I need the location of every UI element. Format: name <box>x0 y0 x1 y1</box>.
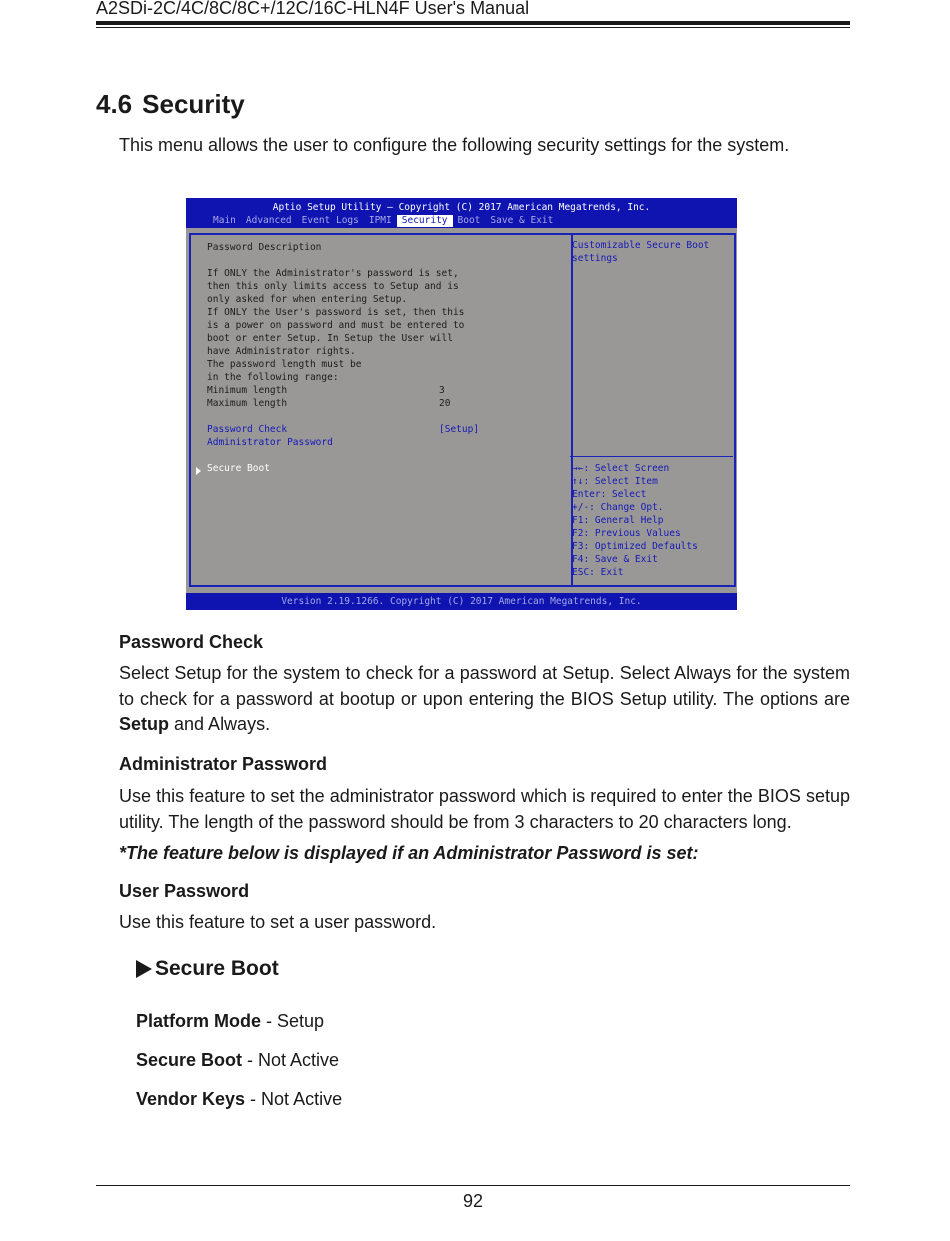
bios-line: in the following range: <box>207 372 339 383</box>
section-number: 4.6 <box>96 89 133 119</box>
manual-title: A2SDi-2C/4C/8C/8C+/12C/16C-HLN4F User's Manual <box>96 0 530 18</box>
bios-tab-boot[interactable]: Boot <box>457 215 481 226</box>
bios-key-hint: →←: Select Screen <box>572 463 670 474</box>
secure-boot-heading-text: Secure Boot <box>155 957 279 980</box>
bios-min-length-label: Minimum length <box>207 385 288 396</box>
bios-main-panel <box>189 233 573 587</box>
footer-rule <box>96 1185 850 1186</box>
bios-key-hint: ESC: Exit <box>572 567 624 578</box>
bios-title-bar <box>186 198 737 228</box>
bios-help-divider <box>570 456 733 457</box>
bios-title: Aptio Setup Utility – Copyright (C) 2017 American Megatrends, Inc. <box>272 202 651 213</box>
bios-screenshot <box>186 198 737 610</box>
item-value: Not Active <box>261 1089 343 1109</box>
bios-tab-ipmi[interactable]: IPMI <box>368 215 392 226</box>
bios-line: Password Description <box>207 242 322 253</box>
password-check-text-end: and Always. <box>169 714 271 734</box>
admin-password-heading: Administrator Password <box>119 754 328 774</box>
bios-help-text: settings <box>572 253 618 264</box>
bios-line: only asked for when entering Setup. <box>207 294 408 305</box>
password-check-default: Setup <box>119 714 170 734</box>
page-number: 92 <box>462 1191 484 1211</box>
bios-help-panel <box>570 233 736 587</box>
platform-mode-item <box>136 1011 324 1032</box>
bios-tab-security[interactable]: Security <box>397 215 453 227</box>
bios-line: If ONLY the Administrator's password is set, <box>207 268 459 279</box>
bios-min-length-value: 3 <box>439 385 445 396</box>
bios-key-hint: F2: Previous Values <box>572 528 681 539</box>
bios-admin-password-item[interactable]: Administrator Password <box>207 437 333 448</box>
secure-boot-heading <box>136 957 279 981</box>
bios-footer-bar <box>186 593 737 610</box>
bios-key-hint: Enter: Select <box>572 489 647 500</box>
bios-version: Version 2.19.1266. Copyright (C) 2017 American Megatrends, Inc. <box>281 596 642 607</box>
secure-boot-item <box>136 1050 339 1071</box>
header-rule <box>96 21 850 25</box>
bios-tab-advanced[interactable]: Advanced <box>245 215 292 226</box>
bios-password-check-value[interactable]: [Setup] <box>439 424 480 435</box>
user-password-heading: User Password <box>119 881 250 901</box>
password-check-text-body: Select Setup for the system to check for a password at Setup. Select Always for the system to check for a password at bootup or upon entering the BIOS Setup utility. The options are <box>119 663 850 709</box>
bios-key-hint: F1: General Help <box>572 515 664 526</box>
admin-feature-note: *The feature below is displayed if an Administrator Password is set: <box>119 843 699 863</box>
section-intro: This menu allows the user to configure the following security settings for the system. <box>119 135 790 155</box>
item-label: Secure Boot <box>136 1050 243 1070</box>
bios-help-text: Customizable Secure Boot <box>572 240 710 251</box>
bios-line: then this only limits access to Setup and is <box>207 281 459 292</box>
bios-line: is a power on password and must be entered to <box>207 320 465 331</box>
bios-tab-event-logs[interactable]: Event Logs <box>301 215 359 226</box>
section-title <box>96 89 245 120</box>
item-label: Vendor Keys <box>136 1089 246 1109</box>
item-sep: - <box>261 1011 278 1031</box>
bios-key-hint: F3: Optimized Defaults <box>572 541 698 552</box>
bios-secure-boot-item[interactable]: Secure Boot <box>207 463 270 474</box>
user-password-text: Use this feature to set a user password. <box>119 912 437 932</box>
password-check-text <box>119 661 850 738</box>
bios-line: If ONLY the User's password is set, then this <box>207 307 465 318</box>
bios-password-check-item[interactable]: Password Check <box>207 424 288 435</box>
item-label: Platform Mode <box>136 1011 262 1031</box>
section-name: Security <box>142 89 245 119</box>
item-value: Setup <box>277 1011 325 1031</box>
bios-line: boot or enter Setup. In Setup the User will <box>207 333 453 344</box>
bios-tab-save-exit[interactable]: Save & Exit <box>490 215 554 226</box>
item-sep: - <box>242 1050 259 1070</box>
submenu-triangle-icon <box>136 960 152 978</box>
bios-key-hint: ↑↓: Select Item <box>572 476 658 487</box>
admin-password-text: Use this feature to set the administrator password which is required to enter the BIOS setup utility. The length of the password should be from 3 characters to 20 characters long. <box>119 786 850 832</box>
item-value: Not Active <box>258 1050 340 1070</box>
bios-menu-bar <box>208 215 558 227</box>
submenu-arrow-icon <box>196 467 201 475</box>
bios-key-hint: +/-: Change Opt. <box>572 502 664 513</box>
password-check-heading: Password Check <box>119 632 264 652</box>
bios-tab-main[interactable]: Main <box>213 215 236 226</box>
bios-key-hint: F4: Save & Exit <box>572 554 658 565</box>
bios-line: The password length must be <box>207 359 362 370</box>
bios-max-length-value: 20 <box>439 398 451 409</box>
bios-max-length-label: Maximum length <box>207 398 288 409</box>
header-rule-thin <box>96 27 850 28</box>
vendor-keys-item <box>136 1089 342 1110</box>
bios-line: have Administrator rights. <box>207 346 356 357</box>
item-sep: - <box>245 1089 262 1109</box>
